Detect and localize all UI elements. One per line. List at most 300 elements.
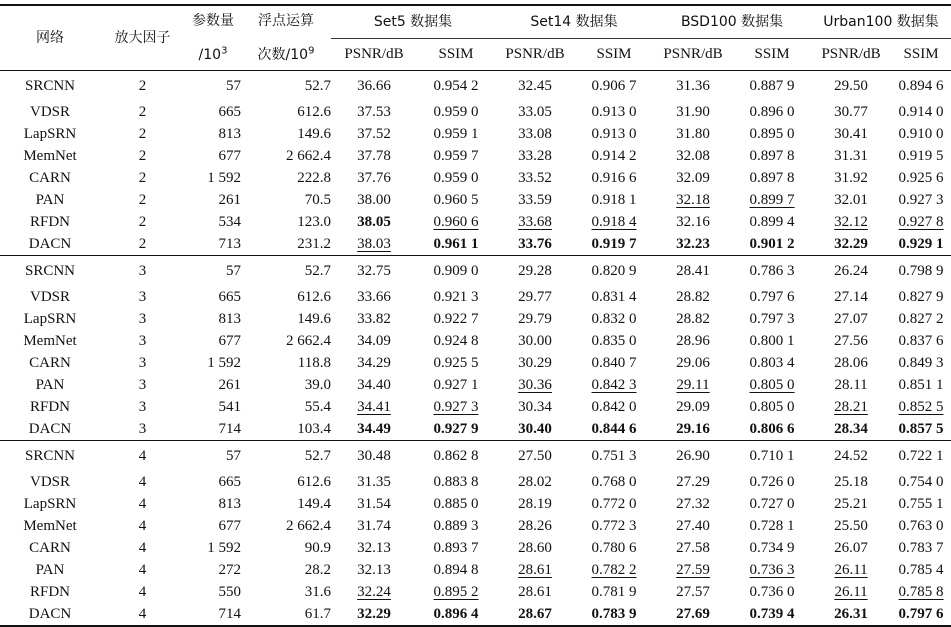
psnr-cell [811, 255, 891, 286]
network-name-cell: RFDN [29, 213, 70, 230]
metric-value: 0.726 0 [749, 473, 795, 490]
ssim-cell [417, 101, 495, 123]
psnr-cell [811, 471, 891, 493]
scale-cell: 2 [100, 70, 185, 101]
psnr-cell [331, 308, 417, 330]
metric-value: 0.805 0 [749, 376, 795, 393]
params-cell: 677 [218, 517, 241, 534]
metric-value: 0.785 8 [898, 583, 944, 600]
params-cell: 677 [218, 332, 241, 349]
metric-value: 28.60 [518, 539, 552, 556]
table-row [0, 70, 951, 101]
table-row [0, 493, 951, 515]
flops-cell: 612.6 [297, 288, 331, 305]
ssim-cell [733, 101, 811, 123]
flops-cell: 149.4 [297, 495, 331, 512]
params-cell: 1 592 [207, 539, 241, 556]
psnr-cell [811, 101, 891, 123]
metric-value: 0.959 1 [433, 125, 479, 142]
table-row [0, 123, 951, 145]
metric-value: 29.11 [676, 376, 710, 393]
metric-value: 0.894 8 [433, 561, 479, 578]
psnr-cell [811, 515, 891, 537]
psnr-cell [495, 167, 575, 189]
ssim-cell [891, 493, 951, 515]
metric-value: 28.19 [518, 495, 552, 512]
metric-value: 32.13 [357, 539, 391, 556]
metric-value: 32.29 [834, 235, 868, 252]
metric-value: 32.75 [357, 262, 391, 279]
metric-value: 34.40 [357, 376, 391, 393]
params-cell: 57 [185, 70, 241, 101]
psnr-cell [811, 211, 891, 233]
psnr-cell [331, 418, 417, 441]
metric-value: 0.797 3 [749, 310, 795, 327]
ssim-cell [733, 471, 811, 493]
ssim-cell [891, 440, 951, 471]
metric-value: 27.69 [676, 605, 710, 622]
psnr-cell [653, 145, 733, 167]
psnr-cell [495, 330, 575, 352]
metric-value: 30.48 [357, 447, 391, 464]
ssim-cell [417, 352, 495, 374]
ssim-cell [891, 167, 951, 189]
network-name-cell: DACN [0, 603, 100, 626]
flops-cell: 612.6 [297, 473, 331, 490]
metric-value: 0.751 3 [591, 447, 637, 464]
params-cell: 714 [185, 603, 241, 626]
metric-value: 28.82 [676, 288, 710, 305]
flops-cell: 61.7 [241, 603, 331, 626]
scale-cell: 2 [138, 191, 147, 208]
flops-cell: 70.5 [304, 191, 331, 208]
metric-value: 28.82 [676, 310, 710, 327]
psnr-cell [811, 493, 891, 515]
flops-cell: 31.6 [304, 583, 331, 600]
metric-value: 0.827 2 [898, 310, 944, 327]
metric-value: 25.50 [834, 517, 868, 534]
header-psnr: PSNR/dB [331, 38, 417, 70]
ssim-cell [575, 233, 653, 256]
psnr-cell [331, 233, 417, 256]
psnr-cell [653, 493, 733, 515]
psnr-cell [331, 559, 417, 581]
ssim-cell [733, 352, 811, 374]
ssim-cell [417, 581, 495, 603]
metric-value: 28.96 [676, 332, 710, 349]
params-cell: 665 [218, 103, 241, 120]
psnr-cell [811, 233, 891, 256]
scale-cell: 4 [138, 583, 147, 600]
metric-value: 30.00 [518, 332, 552, 349]
ssim-cell [891, 374, 951, 396]
scale-cell: 3 [138, 332, 147, 349]
metric-value: 31.54 [357, 495, 391, 512]
psnr-cell [495, 145, 575, 167]
network-name-cell: LapSRN [23, 125, 77, 142]
group-scale-2 [0, 70, 951, 255]
flops-cell: 52.7 [241, 70, 331, 101]
ssim-cell [891, 581, 951, 603]
psnr-cell [495, 255, 575, 286]
psnr-cell [495, 123, 575, 145]
metric-value: 32.01 [834, 191, 868, 208]
ssim-cell [575, 418, 653, 441]
metric-value: 0.894 6 [898, 77, 944, 94]
metric-value: 29.16 [676, 420, 710, 437]
network-name-cell: RFDN [29, 398, 70, 415]
metric-value: 0.728 1 [749, 517, 795, 534]
params-cell: 665 [218, 473, 241, 490]
metric-value: 27.14 [834, 288, 868, 305]
header-params-line1: 参数量 [192, 13, 234, 29]
header-dataset-set5: Set5 数据集 [331, 5, 495, 38]
metric-value: 29.79 [518, 310, 552, 327]
psnr-cell [495, 70, 575, 101]
metric-value: 31.80 [676, 125, 710, 142]
metric-value: 34.41 [357, 398, 391, 415]
header-ssim: SSIM [575, 38, 653, 70]
metric-value: 30.77 [834, 103, 868, 120]
metric-value: 32.29 [357, 605, 391, 622]
metric-value: 0.786 3 [749, 262, 795, 279]
psnr-cell [653, 70, 733, 101]
metric-value: 0.887 9 [749, 77, 795, 94]
metric-value: 0.919 7 [591, 235, 637, 252]
scale-cell: 4 [138, 495, 147, 512]
metric-value: 25.18 [834, 473, 868, 490]
psnr-cell [811, 559, 891, 581]
table-row [0, 233, 951, 256]
flops-cell: 28.2 [304, 561, 331, 578]
metric-value: 0.844 6 [591, 420, 637, 437]
network-name-cell: MemNet [23, 332, 77, 349]
psnr-cell [653, 123, 733, 145]
metric-value: 0.918 1 [591, 191, 637, 208]
psnr-cell [811, 70, 891, 101]
metric-value: 34.29 [357, 354, 391, 371]
psnr-cell [331, 255, 417, 286]
metric-value: 0.842 3 [591, 376, 637, 393]
header-scale: 放大因子 [100, 5, 185, 70]
ssim-cell [733, 440, 811, 471]
flops-cell: 103.4 [297, 420, 331, 437]
metric-value: 0.961 1 [433, 235, 479, 252]
metric-value: 0.922 7 [433, 310, 479, 327]
metric-value: 36.66 [357, 77, 391, 94]
scale-cell: 4 [100, 603, 185, 626]
psnr-cell [495, 515, 575, 537]
psnr-cell [495, 233, 575, 256]
metric-value: 26.24 [834, 262, 868, 279]
scale-cell: 4 [138, 517, 147, 534]
metric-value: 31.31 [834, 147, 868, 164]
psnr-cell [811, 418, 891, 441]
ssim-cell [575, 559, 653, 581]
metric-value: 0.800 1 [749, 332, 795, 349]
metric-value: 26.11 [834, 583, 868, 600]
ssim-cell [417, 493, 495, 515]
ssim-cell [575, 123, 653, 145]
scale-cell: 2 [138, 213, 147, 230]
metric-value: 29.77 [518, 288, 552, 305]
ssim-cell [891, 211, 951, 233]
ssim-cell [891, 537, 951, 559]
table-row [0, 352, 951, 374]
metric-value: 32.24 [357, 583, 391, 600]
psnr-cell [495, 308, 575, 330]
psnr-cell [495, 189, 575, 211]
metric-value: 38.00 [357, 191, 391, 208]
flops-cell: 39.0 [304, 376, 331, 393]
metric-value: 0.840 7 [591, 354, 637, 371]
scale-cell: 2 [138, 147, 147, 164]
table-row [0, 396, 951, 418]
metric-value: 0.913 0 [591, 125, 637, 142]
scale-cell: 3 [138, 398, 147, 415]
scale-cell: 3 [138, 354, 147, 371]
table-row [0, 145, 951, 167]
psnr-cell [331, 70, 417, 101]
ssim-cell [575, 308, 653, 330]
ssim-cell [733, 515, 811, 537]
metric-value: 27.59 [676, 561, 710, 578]
psnr-cell [653, 471, 733, 493]
scale-cell: 3 [138, 376, 147, 393]
params-cell: 57 [185, 440, 241, 471]
scale-cell: 4 [138, 539, 147, 556]
metric-value: 0.803 4 [749, 354, 795, 371]
metric-value: 0.736 0 [749, 583, 795, 600]
ssim-cell [575, 167, 653, 189]
header-psnr: PSNR/dB [653, 38, 733, 70]
network-name-cell: LapSRN [23, 495, 77, 512]
table-row [0, 330, 951, 352]
metric-value: 0.832 0 [591, 310, 637, 327]
ssim-cell [575, 374, 653, 396]
scale-cell: 4 [138, 561, 147, 578]
params-cell: 813 [218, 310, 241, 327]
metric-value: 32.16 [676, 213, 710, 230]
psnr-cell [495, 471, 575, 493]
metric-value: 33.28 [518, 147, 552, 164]
ssim-cell [891, 396, 951, 418]
metric-value: 0.851 1 [898, 376, 944, 393]
metric-value: 0.763 0 [898, 517, 944, 534]
ssim-cell [417, 308, 495, 330]
metric-value: 0.785 4 [898, 561, 944, 578]
metric-value: 0.772 3 [591, 517, 637, 534]
psnr-cell [653, 101, 733, 123]
header-ssim: SSIM [417, 38, 495, 70]
metric-value: 0.914 2 [591, 147, 637, 164]
table-row [0, 255, 951, 286]
metric-value: 0.959 0 [433, 103, 479, 120]
ssim-cell [733, 211, 811, 233]
metric-value: 0.960 6 [433, 213, 479, 230]
psnr-cell [653, 603, 733, 626]
ssim-cell [417, 330, 495, 352]
header-psnr: PSNR/dB [495, 38, 575, 70]
scale-cell: 3 [138, 310, 147, 327]
metric-value: 38.05 [357, 213, 391, 230]
table-row [0, 537, 951, 559]
network-name-cell: MemNet [23, 147, 77, 164]
psnr-cell [331, 167, 417, 189]
ssim-cell [733, 286, 811, 308]
flops-cell: 52.7 [241, 440, 331, 471]
table-row [0, 101, 951, 123]
psnr-cell [811, 330, 891, 352]
table-row [0, 418, 951, 441]
metric-value: 0.901 2 [749, 235, 795, 252]
ssim-cell [733, 396, 811, 418]
params-cell: 677 [218, 147, 241, 164]
metric-value: 0.797 6 [749, 288, 795, 305]
metric-value: 33.68 [518, 213, 552, 230]
ssim-cell [575, 352, 653, 374]
metric-value: 0.899 4 [749, 213, 795, 230]
ssim-cell [891, 101, 951, 123]
ssim-cell [733, 603, 811, 626]
metric-value: 27.56 [834, 332, 868, 349]
ssim-cell [417, 396, 495, 418]
psnr-cell [331, 515, 417, 537]
ssim-cell [575, 70, 653, 101]
group-scale-4 [0, 440, 951, 626]
ssim-cell [575, 211, 653, 233]
network-name-cell: DACN [28, 235, 72, 252]
ssim-cell [575, 515, 653, 537]
params-cell: 57 [185, 255, 241, 286]
metric-value: 37.52 [357, 125, 391, 142]
ssim-cell [575, 330, 653, 352]
metric-value: 32.23 [676, 235, 710, 252]
metric-value: 0.896 4 [433, 605, 479, 622]
metric-value: 32.18 [676, 191, 710, 208]
ssim-cell [733, 418, 811, 441]
metric-value: 27.58 [676, 539, 710, 556]
header-psnr: PSNR/dB [811, 38, 891, 70]
psnr-cell [331, 493, 417, 515]
ssim-cell [575, 493, 653, 515]
table-row [0, 559, 951, 581]
psnr-cell [653, 374, 733, 396]
ssim-cell [417, 440, 495, 471]
psnr-cell [811, 374, 891, 396]
psnr-cell [495, 440, 575, 471]
header-flops [241, 5, 331, 70]
scale-cell: 4 [100, 440, 185, 471]
metric-value: 0.906 7 [591, 77, 637, 94]
ssim-cell [733, 308, 811, 330]
metric-value: 30.29 [518, 354, 552, 371]
params-cell: 272 [218, 561, 241, 578]
scale-cell: 3 [138, 420, 147, 437]
metric-value: 29.50 [834, 77, 868, 94]
metric-value: 0.921 3 [433, 288, 479, 305]
metric-value: 28.61 [518, 561, 552, 578]
params-cell: 813 [218, 125, 241, 142]
table-row [0, 440, 951, 471]
params-cell: 261 [218, 191, 241, 208]
metric-value: 30.36 [518, 376, 552, 393]
params-cell: 550 [218, 583, 241, 600]
metric-value: 37.53 [357, 103, 391, 120]
metric-value: 0.739 4 [749, 605, 795, 622]
metric-value: 0.893 7 [433, 539, 479, 556]
psnr-cell [653, 233, 733, 256]
metric-value: 27.32 [676, 495, 710, 512]
ssim-cell [733, 537, 811, 559]
psnr-cell [811, 440, 891, 471]
metric-value: 0.927 8 [898, 213, 944, 230]
flops-cell: 222.8 [297, 169, 331, 186]
metric-value: 0.783 7 [898, 539, 944, 556]
network-name-cell: PAN [35, 561, 65, 578]
metric-value: 0.925 5 [433, 354, 479, 371]
metric-value: 0.954 2 [433, 77, 479, 94]
metric-value: 0.899 7 [749, 191, 795, 208]
metric-value: 30.41 [834, 125, 868, 142]
header-flops-line1: 浮点运算 [258, 13, 314, 29]
metric-value: 28.34 [834, 420, 868, 437]
ssim-cell [891, 352, 951, 374]
metric-value: 25.21 [834, 495, 868, 512]
scale-cell: 2 [138, 169, 147, 186]
metric-value: 0.927 1 [433, 376, 479, 393]
psnr-cell [495, 211, 575, 233]
psnr-cell [495, 418, 575, 441]
flops-cell: 55.4 [304, 398, 331, 415]
metric-value: 34.49 [357, 420, 391, 437]
ssim-cell [891, 603, 951, 626]
header-ssim: SSIM [733, 38, 811, 70]
metric-value: 0.768 0 [591, 473, 637, 490]
psnr-cell [653, 440, 733, 471]
metric-value: 33.82 [357, 310, 391, 327]
metric-value: 27.29 [676, 473, 710, 490]
psnr-cell [331, 537, 417, 559]
ssim-cell [417, 123, 495, 145]
ssim-cell [733, 559, 811, 581]
flops-cell: 118.8 [297, 354, 331, 371]
metric-value: 0.710 1 [749, 447, 795, 464]
metric-value: 31.90 [676, 103, 710, 120]
ssim-cell [417, 559, 495, 581]
ssim-cell [417, 70, 495, 101]
psnr-cell [653, 581, 733, 603]
metric-value: 0.849 3 [898, 354, 944, 371]
flops-cell: 231.2 [297, 235, 331, 252]
metric-value: 0.918 4 [591, 213, 637, 230]
network-name-cell: SRCNN [0, 440, 100, 471]
metric-value: 32.08 [676, 147, 710, 164]
table-row [0, 374, 951, 396]
flops-cell: 612.6 [297, 103, 331, 120]
ssim-cell [891, 189, 951, 211]
psnr-cell [495, 374, 575, 396]
metric-value: 0.927 9 [433, 420, 479, 437]
network-name-cell: CARN [29, 169, 71, 186]
network-name-cell: SRCNN [0, 70, 100, 101]
metric-value: 26.90 [676, 447, 710, 464]
params-cell: 665 [218, 288, 241, 305]
ssim-cell [891, 330, 951, 352]
metric-value: 27.57 [676, 583, 710, 600]
psnr-cell [653, 308, 733, 330]
metric-value: 26.31 [834, 605, 868, 622]
